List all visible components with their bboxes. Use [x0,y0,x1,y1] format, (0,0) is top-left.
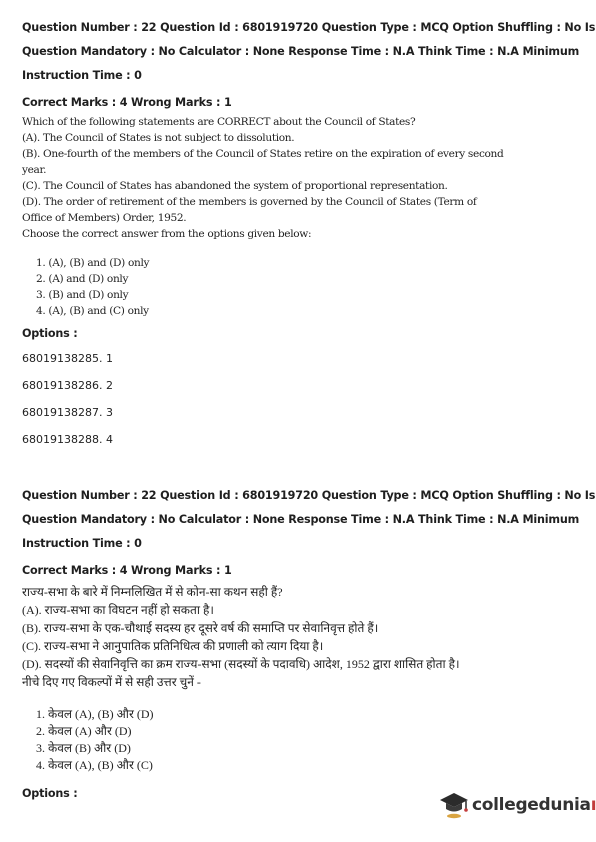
statement-b-cont: year. [22,164,47,176]
marks-line: Correct Marks : 4 Wrong Marks : 1 [22,96,232,109]
collegedunia-logo [438,789,596,821]
instruction-text: Choose the correct answer from the options given below: [22,228,312,240]
logo-wordmark: collegeduniaı [472,795,596,815]
statement-b: (B). One-fourth of the members of the Council of States retire on the expiration of every second [22,148,504,160]
question-meta-line-1-hindi: Question Number : 22 Question Id : 6801919720 Question Type : MCQ Option Shuffling : No Is [22,489,596,502]
options-label-hindi: Options : [22,787,78,800]
choice-4: 4. (A), (B) and (C) only [36,305,149,317]
question-meta-line-3-hindi: Instruction Time : 0 [22,537,142,550]
marks-line-hindi: Correct Marks : 4 Wrong Marks : 1 [22,564,232,577]
question-meta-line-3: Instruction Time : 0 [22,69,142,82]
statement-b-hindi: (B). राज्य-सभा के एक-चौथाई सदस्य हर दूसरे वर्ष की समाप्ति पर सेवानिवृत्त होते हैं। [22,621,379,635]
statement-d-cont: Office of Members) Order, 1952. [22,212,187,224]
statement-a: (A). The Council of States is not subject to dissolution. [22,132,295,144]
option-id-1: 68019138285. 1 [22,352,113,365]
option-id-3: 68019138287. 3 [22,406,113,419]
statement-d-hindi: (D). सदस्यों की सेवानिवृत्ति का क्रम राज्य-सभा (सदस्यों के पदावधि) आदेश, 1952 द्वारा शासित होता है। [22,657,460,671]
choice-2-hindi: 2. केवल (A) और (D) [36,724,132,738]
choice-2: 2. (A) and (D) only [36,273,129,285]
choice-1-hindi: 1. केवल (A), (B) और (D) [36,707,154,721]
question-meta-line-2-hindi: Question Mandatory : No Calculator : None Response Time : N.A Think Time : N.A Minimum [22,513,580,526]
question-text-hindi: राज्य-सभा के बारे में निम्नलिखित में से कोन-सा कथन सही हैं? [22,585,283,599]
statement-d: (D). The order of retirement of the members is governed by the Council of States (Term of [22,196,477,208]
choice-3: 3. (B) and (D) only [36,289,129,301]
instruction-text-hindi: नीचे दिए गए विकल्पों में से सही उत्तर चुनें - [22,675,201,689]
choice-3-hindi: 3. केवल (B) और (D) [36,741,131,755]
choice-1: 1. (A), (B) and (D) only [36,257,150,269]
option-id-4: 68019138288. 4 [22,433,113,446]
choice-4-hindi: 4. केवल (A), (B) और (C) [36,758,153,772]
question-meta-line-2: Question Mandatory : No Calculator : None Response Time : N.A Think Time : N.A Minimum [22,45,580,58]
options-label: Options : [22,327,78,340]
statement-c-hindi: (C). राज्य-सभा ने आनुपातिक प्रतिनिधित्व की प्रणाली को त्याग दिया है। [22,639,324,653]
question-meta-line-1: Question Number : 22 Question Id : 6801919720 Question Type : MCQ Option Shuffling : No Is [22,21,596,34]
statement-c: (C). The Council of States has abandoned the system of proportional representation. [22,180,448,192]
option-id-2: 68019138286. 2 [22,379,113,392]
graduation-cap-icon [438,789,470,821]
statement-a-hindi: (A). राज्य-सभा का विघटन नहीं हो सकता है। [22,603,214,617]
question-text: Which of the following statements are CORRECT about the Council of States? [22,116,416,128]
